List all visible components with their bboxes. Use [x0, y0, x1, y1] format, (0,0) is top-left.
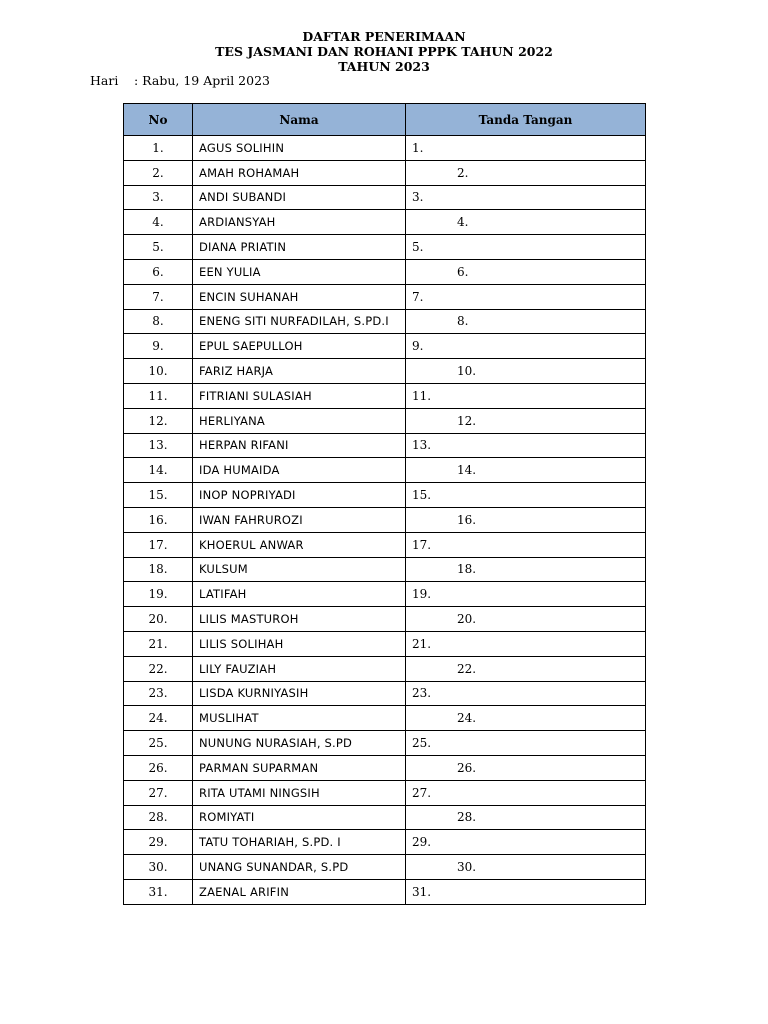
- table-row: [124, 259, 646, 284]
- document-title: [0, 29, 768, 74]
- table-row: [124, 532, 646, 557]
- table-row: [124, 755, 646, 780]
- row-number: 19.: [124, 582, 193, 607]
- row-number: 13.: [124, 433, 193, 458]
- signature-cell: [406, 433, 646, 458]
- signature-cell: [406, 210, 646, 235]
- signature-cell: [406, 830, 646, 855]
- participant-name: LILIS SOLIHAH: [193, 631, 406, 656]
- participant-name: LATIFAH: [193, 582, 406, 607]
- signature-cell: [406, 557, 646, 582]
- signature-cell: [406, 359, 646, 384]
- signature-number: 21.: [412, 636, 432, 651]
- participant-name: LILIS MASTUROH: [193, 607, 406, 632]
- row-number: 7.: [124, 284, 193, 309]
- day-value: : Rabu, 19 April 2023: [134, 73, 270, 88]
- participant-name: INOP NOPRIYADI: [193, 483, 406, 508]
- table-row: [124, 235, 646, 260]
- row-number: 12.: [124, 408, 193, 433]
- signature-number: 28.: [457, 810, 477, 825]
- participant-name: HERLIYANA: [193, 408, 406, 433]
- participant-name: FARIZ HARJA: [193, 359, 406, 384]
- signature-number: 11.: [412, 388, 432, 403]
- row-number: 10.: [124, 359, 193, 384]
- row-number: 30.: [124, 855, 193, 880]
- table-body: [124, 136, 646, 905]
- row-number: 27.: [124, 780, 193, 805]
- signature-cell: [406, 259, 646, 284]
- signature-cell: [406, 681, 646, 706]
- table-row: [124, 383, 646, 408]
- participant-name: LISDA KURNIYASIH: [193, 681, 406, 706]
- table-row: [124, 582, 646, 607]
- participant-name: RITA UTAMI NINGSIH: [193, 780, 406, 805]
- row-number: 23.: [124, 681, 193, 706]
- signature-number: 17.: [412, 537, 432, 552]
- signature-cell: [406, 755, 646, 780]
- signature-cell: [406, 532, 646, 557]
- table-row: [124, 433, 646, 458]
- table-row: [124, 160, 646, 185]
- signature-number: 6.: [457, 264, 469, 279]
- signature-number: 13.: [412, 438, 432, 453]
- participant-name: IWAN FAHRUROZI: [193, 507, 406, 532]
- signature-cell: [406, 334, 646, 359]
- signature-number: 24.: [457, 711, 477, 726]
- table-header-row: [124, 104, 646, 136]
- participant-name: KULSUM: [193, 557, 406, 582]
- row-number: 26.: [124, 755, 193, 780]
- participant-name: TATU TOHARIAH, S.PD. I: [193, 830, 406, 855]
- table-row: [124, 309, 646, 334]
- column-header-tanda-tangan: Tanda Tangan: [406, 104, 646, 136]
- row-number: 6.: [124, 259, 193, 284]
- signature-number: 25.: [412, 736, 432, 751]
- table-row: [124, 631, 646, 656]
- participant-name: IDA HUMAIDA: [193, 458, 406, 483]
- signature-cell: [406, 879, 646, 904]
- participant-name: UNANG SUNANDAR, S.PD: [193, 855, 406, 880]
- row-number: 2.: [124, 160, 193, 185]
- title-line-3: TAHUN 2023: [338, 59, 430, 74]
- participant-name: ROMIYATI: [193, 805, 406, 830]
- signature-number: 18.: [457, 562, 477, 577]
- table-row: [124, 681, 646, 706]
- signature-cell: [406, 284, 646, 309]
- table-row: [124, 210, 646, 235]
- row-number: 22.: [124, 656, 193, 681]
- table-row: [124, 805, 646, 830]
- column-header-nama: Nama: [193, 104, 406, 136]
- signature-cell: [406, 607, 646, 632]
- title-line-1: DAFTAR PENERIMAAN: [302, 29, 466, 44]
- row-number: 1.: [124, 136, 193, 161]
- signature-cell: [406, 805, 646, 830]
- signature-cell: [406, 136, 646, 161]
- signature-number: 16.: [457, 512, 477, 527]
- signature-cell: [406, 185, 646, 210]
- table-row: [124, 136, 646, 161]
- signature-number: 9.: [412, 339, 424, 354]
- attendance-table: [123, 103, 646, 905]
- participant-name: FITRIANI SULASIAH: [193, 383, 406, 408]
- table-row: [124, 731, 646, 756]
- signature-cell: [406, 235, 646, 260]
- table-row: [124, 483, 646, 508]
- row-number: 14.: [124, 458, 193, 483]
- signature-number: 22.: [457, 661, 477, 676]
- table-row: [124, 458, 646, 483]
- signature-number: 7.: [412, 289, 424, 304]
- table-row: [124, 879, 646, 904]
- participant-name: ANDI SUBANDI: [193, 185, 406, 210]
- signature-cell: [406, 458, 646, 483]
- participant-name: ZAENAL ARIFIN: [193, 879, 406, 904]
- participant-name: LILY FAUZIAH: [193, 656, 406, 681]
- row-number: 15.: [124, 483, 193, 508]
- row-number: 20.: [124, 607, 193, 632]
- table-row: [124, 607, 646, 632]
- participant-name: DIANA PRIATIN: [193, 235, 406, 260]
- table-row: [124, 284, 646, 309]
- signature-number: 26.: [457, 760, 477, 775]
- signature-cell: [406, 408, 646, 433]
- row-number: 17.: [124, 532, 193, 557]
- title-line-2: TES JASMANI DAN ROHANI PPPK TAHUN 2022: [215, 44, 553, 59]
- signature-number: 2.: [457, 165, 469, 180]
- row-number: 16.: [124, 507, 193, 532]
- column-header-no: No: [124, 104, 193, 136]
- signature-number: 5.: [412, 240, 424, 255]
- row-number: 9.: [124, 334, 193, 359]
- signature-number: 29.: [412, 835, 432, 850]
- participant-name: AGUS SOLIHIN: [193, 136, 406, 161]
- participant-name: HERPAN RIFANI: [193, 433, 406, 458]
- signature-cell: [406, 731, 646, 756]
- participant-name: EPUL SAEPULLOH: [193, 334, 406, 359]
- row-number: 8.: [124, 309, 193, 334]
- participant-name: EEN YULIA: [193, 259, 406, 284]
- participant-name: NUNUNG NURASIAH, S.PD: [193, 731, 406, 756]
- row-number: 29.: [124, 830, 193, 855]
- signature-cell: [406, 631, 646, 656]
- day-label: Hari: [90, 73, 119, 88]
- table-row: [124, 507, 646, 532]
- signature-cell: [406, 780, 646, 805]
- row-number: 18.: [124, 557, 193, 582]
- signature-number: 15.: [412, 488, 432, 503]
- row-number: 31.: [124, 879, 193, 904]
- table-row: [124, 656, 646, 681]
- participant-name: PARMAN SUPARMAN: [193, 755, 406, 780]
- signature-number: 20.: [457, 612, 477, 627]
- table-row: [124, 557, 646, 582]
- signature-number: 27.: [412, 785, 432, 800]
- row-number: 25.: [124, 731, 193, 756]
- row-number: 11.: [124, 383, 193, 408]
- table-row: [124, 408, 646, 433]
- participant-name: ARDIANSYAH: [193, 210, 406, 235]
- table-row: [124, 780, 646, 805]
- signature-cell: [406, 483, 646, 508]
- participant-name: ENCIN SUHANAH: [193, 284, 406, 309]
- row-number: 21.: [124, 631, 193, 656]
- row-number: 28.: [124, 805, 193, 830]
- table-row: [124, 185, 646, 210]
- table-row: [124, 855, 646, 880]
- participant-name: KHOERUL ANWAR: [193, 532, 406, 557]
- signature-number: 30.: [457, 860, 477, 874]
- row-number: 4.: [124, 210, 193, 235]
- row-number: 3.: [124, 185, 193, 210]
- table-row: [124, 706, 646, 731]
- table-row: [124, 334, 646, 359]
- signature-cell: [406, 706, 646, 731]
- signature-number: 1.: [412, 140, 424, 155]
- signature-cell: [406, 582, 646, 607]
- participant-name: MUSLIHAT: [193, 706, 406, 731]
- signature-number: 14.: [457, 463, 477, 478]
- table-row: [124, 359, 646, 384]
- participant-name: ENENG SITI NURFADILAH, S.PD.I: [193, 309, 406, 334]
- row-number: 5.: [124, 235, 193, 260]
- signature-number: 10.: [457, 364, 477, 379]
- signature-number: 19.: [412, 587, 432, 602]
- signature-number: 23.: [412, 686, 432, 701]
- signature-cell: [406, 855, 646, 880]
- signature-number: 4.: [457, 215, 469, 230]
- signature-cell: [406, 383, 646, 408]
- signature-cell: [406, 309, 646, 334]
- signature-cell: [406, 656, 646, 681]
- day-line: [90, 73, 270, 88]
- participant-name: AMAH ROHAMAH: [193, 160, 406, 185]
- signature-number: 12.: [457, 413, 477, 428]
- row-number: 24.: [124, 706, 193, 731]
- signature-cell: [406, 160, 646, 185]
- signature-cell: [406, 507, 646, 532]
- signature-number: 3.: [412, 190, 424, 205]
- signature-number: 31.: [412, 884, 432, 899]
- table-row: [124, 830, 646, 855]
- signature-number: 8.: [457, 314, 469, 329]
